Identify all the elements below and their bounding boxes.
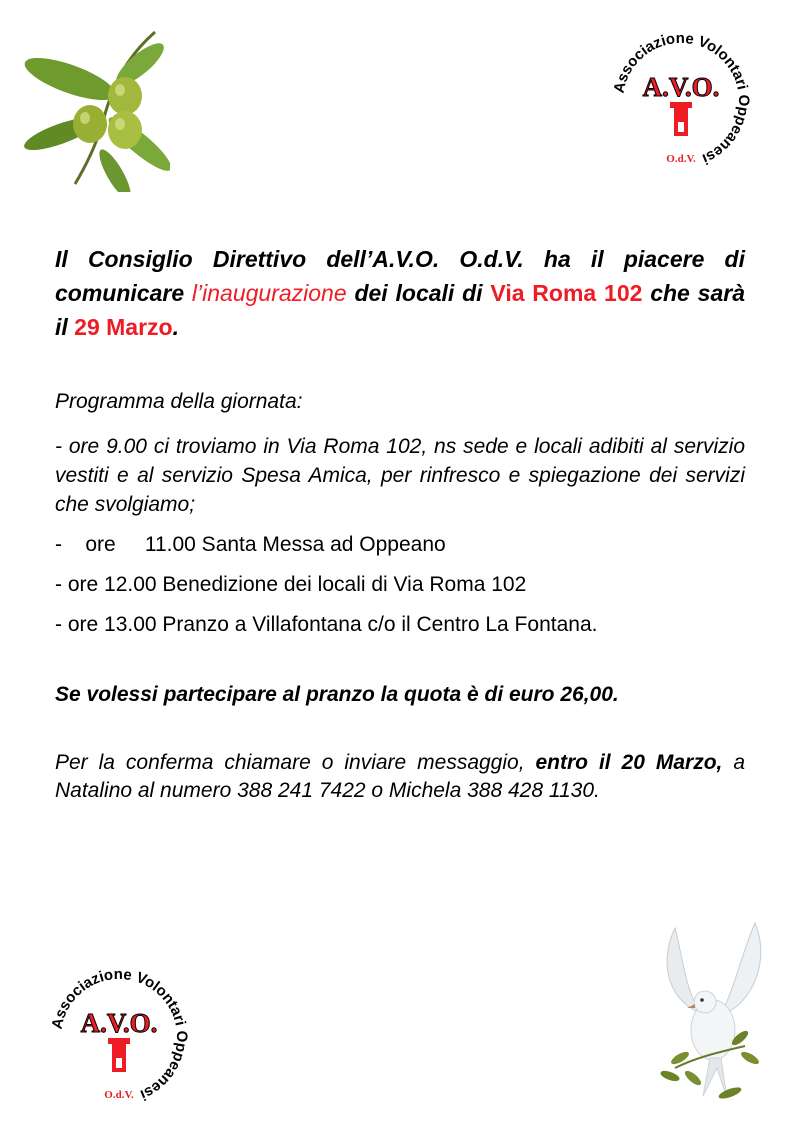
program-item: - ore 11.00 Santa Messa ad Oppeano — [55, 533, 446, 556]
intro-text: dei locali di — [346, 280, 491, 306]
olive-branch-image — [20, 24, 170, 192]
avo-logo — [606, 26, 756, 176]
inauguration-highlight: l’inaugurazione — [191, 280, 347, 306]
confirm-text: a Natalino al numero 388 241 7422 o Michela 388 428 1130. — [55, 751, 746, 802]
svg-text:O.d.V.: O.d.V. — [104, 1089, 134, 1101]
intro-text: che sarà il — [55, 280, 745, 340]
svg-text:O.d.V.: O.d.V. — [666, 153, 696, 165]
dove-image — [655, 918, 773, 1108]
intro-paragraph — [55, 242, 745, 344]
svg-text:Associazione Volontari Oppeane: Associazione Volontari Oppeanesi — [48, 965, 191, 1104]
confirmation-info — [55, 749, 745, 805]
program-item: - ore 9.00 ci troviamo in Via Roma 102, ns sede e locali adibiti al servizio vestiti e al servizio Spesa Amica, per rinfresco e spiegazione dei servizi che svolgiamo; — [55, 435, 745, 516]
svg-text:A.V.O.: A.V.O. — [80, 1008, 158, 1038]
lunch-fee: Se volessi partecipare al pranzo la quota è di euro 26,00. — [55, 683, 619, 706]
address-highlight: Via Roma 102 — [490, 280, 643, 306]
deadline: entro il 20 Marzo, — [535, 751, 723, 774]
intro-text: Il Consiglio Direttivo dell’A.V.O. O.d.V. ha il piacere di comunicare — [55, 246, 745, 306]
program-item: - ore 13.00 Pranzo a Villafontana c/o il Centro La Fontana. — [55, 613, 598, 636]
program-title: Programma della giornata: — [55, 390, 303, 413]
confirm-text: Per la conferma chiamare o inviare messaggio, — [55, 751, 536, 774]
program-item: - ore 12.00 Benedizione dei locali di Via Roma 102 — [55, 573, 527, 596]
svg-text:A.V.O.: A.V.O. — [642, 72, 720, 102]
intro-text: . — [172, 314, 179, 340]
avo-logo — [44, 962, 194, 1112]
svg-text:Associazione Volontari Oppeane: Associazione Volontari Oppeanesi — [610, 29, 753, 168]
announcement-body — [55, 242, 745, 805]
date-highlight: 29 Marzo — [74, 314, 173, 340]
